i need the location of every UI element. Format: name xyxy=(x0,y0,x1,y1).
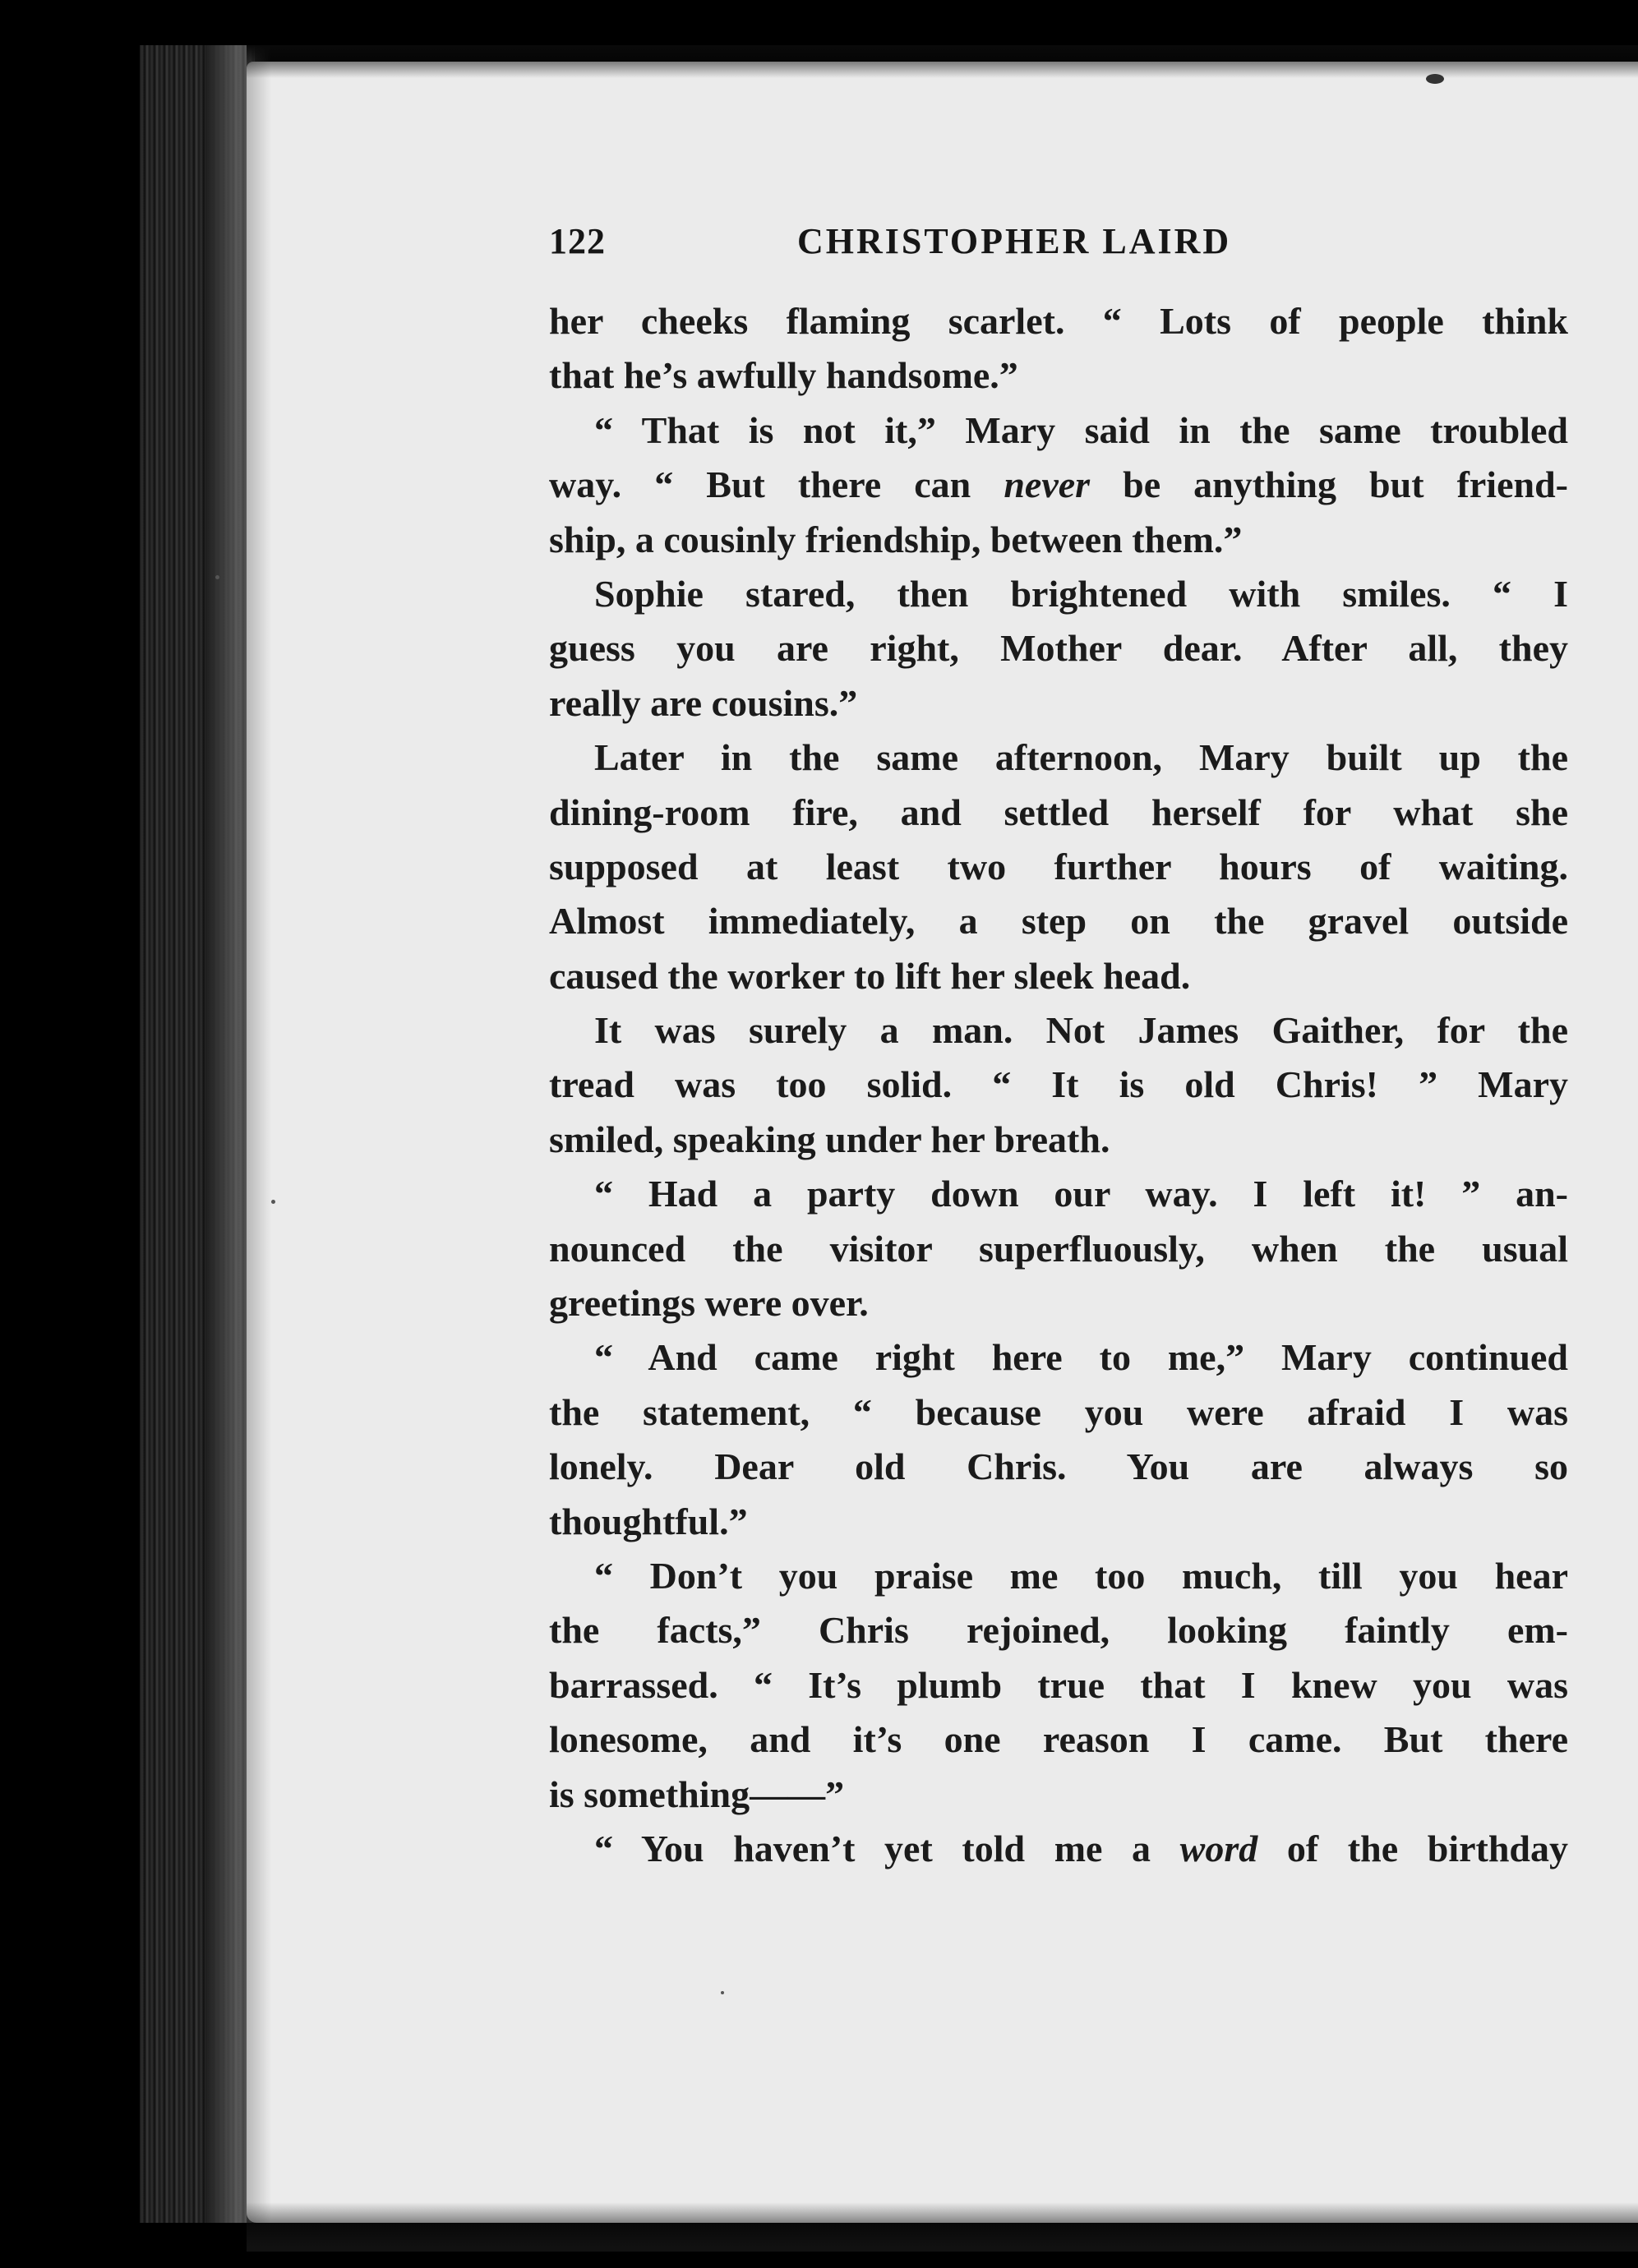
text-line: Sophie stared, then brightened with smiles. “ I xyxy=(594,572,1568,615)
text-line: lonesome, and it’s one reason I came. But there xyxy=(549,1718,1568,1761)
text-line: is something——” xyxy=(549,1772,845,1815)
page-gutter-shadow xyxy=(205,45,271,2223)
ink-speck xyxy=(215,575,219,579)
text-segment: of the birthday xyxy=(1257,1827,1569,1869)
text-line xyxy=(549,458,1568,512)
text-line: the facts,” Chris rejoined, looking faintly em- xyxy=(549,1609,1568,1652)
text-line: Later in the same afternoon, Mary built up the xyxy=(594,736,1568,779)
page-bottom-shadow xyxy=(247,2202,1638,2252)
text-line: ship, a cousinly friendship, between them.” xyxy=(549,518,1243,560)
ink-speck xyxy=(271,1200,275,1204)
text-line xyxy=(549,1822,1568,1876)
text-line: Almost immediately, a step on the gravel outside xyxy=(549,900,1568,943)
text-line: “ Don’t you praise me too much, till you hear xyxy=(594,1554,1568,1597)
italic-word: word xyxy=(1179,1827,1258,1869)
text-segment: way. “ But there can xyxy=(549,463,1004,506)
text-line: greetings were over. xyxy=(549,1282,869,1325)
text-line: tread was too solid. “ It is old Chris! ” Mary xyxy=(549,1063,1568,1106)
text-segment: “ You haven’t yet told me a xyxy=(594,1827,1180,1869)
text-line: smiled, speaking under her breath. xyxy=(549,1118,1110,1160)
text-line: It was surely a man. Not James Gaither, for the xyxy=(594,1009,1568,1052)
text-line: nounced the visitor superfluously, when the usual xyxy=(549,1227,1568,1270)
ink-speck xyxy=(1426,74,1444,84)
text-line: really are cousins.” xyxy=(549,681,858,724)
text-line: barrassed. “ It’s plumb true that I knew you was xyxy=(549,1663,1568,1706)
page-number: 122 xyxy=(549,221,606,261)
body-text xyxy=(549,294,1568,1876)
text-line: “ Had a party down our way. I left it! ” an- xyxy=(594,1173,1568,1215)
text-line: that he’s awfully handsome.” xyxy=(549,354,1018,397)
text-line: guess you are right, Mother dear. After all, they xyxy=(549,627,1568,670)
text-line: “ And came right here to me,” Mary continued xyxy=(594,1336,1568,1379)
text-line: dining-room fire, and settled herself for what she xyxy=(549,791,1568,833)
text-line: caused the worker to lift her sleek head. xyxy=(549,954,1191,997)
text-line: thoughtful.” xyxy=(549,1500,748,1542)
text-segment: be anything but friend- xyxy=(1090,463,1568,506)
page-header xyxy=(549,220,1330,270)
text-line: supposed at least two further hours of waiting. xyxy=(549,845,1568,887)
text-line: her cheeks flaming scarlet. “ Lots of people think xyxy=(549,300,1568,342)
running-head: CHRISTOPHER LAIRD xyxy=(797,221,1232,261)
text-line: lonely. Dear old Chris. You are always so xyxy=(549,1445,1568,1488)
text-line: the statement, “ because you were afraid I was xyxy=(549,1390,1568,1433)
italic-word: never xyxy=(1004,463,1091,506)
ink-speck xyxy=(721,1991,724,1994)
text-line: “ That is not it,” Mary said in the same troubled xyxy=(594,408,1568,451)
page-top-shadow xyxy=(247,45,1638,78)
